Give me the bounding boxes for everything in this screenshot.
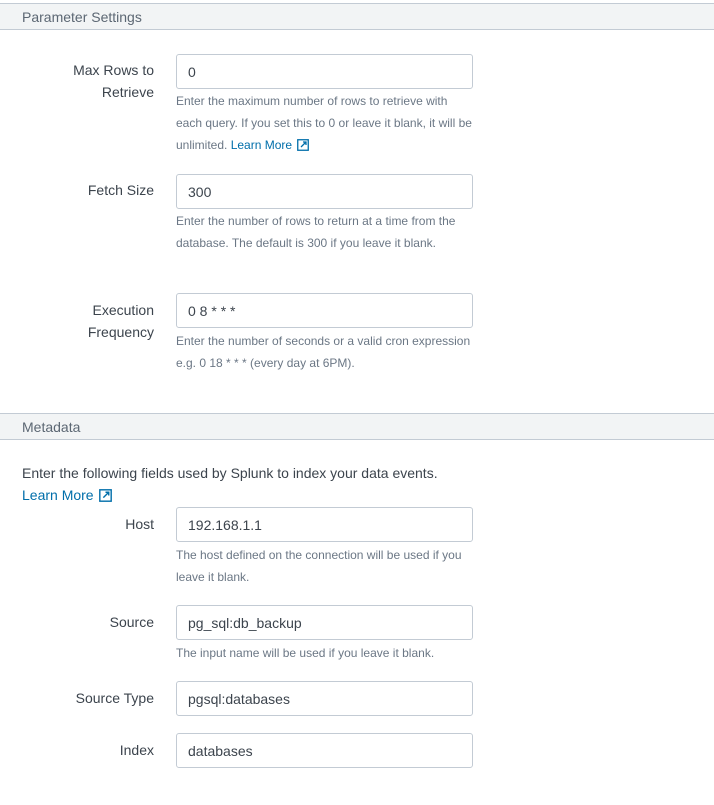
source-help: The input name will be used if you leave it blank. xyxy=(176,646,435,660)
source-input[interactable] xyxy=(176,605,473,640)
execution-frequency-help: Enter the number of seconds or a valid cron expression e.g. 0 18 * * * (every day at 6PM). xyxy=(176,334,471,370)
metadata-header xyxy=(0,413,714,440)
max-rows-help: Enter the maximum number of rows to retrieve with each query. If you set this to 0 or leave it blank, it will be unlimited. Learn More xyxy=(176,94,472,152)
external-link-icon xyxy=(99,489,112,502)
parameter-settings-header xyxy=(0,3,714,30)
max-rows-input[interactable] xyxy=(176,54,473,89)
index-label: Index xyxy=(119,742,154,758)
fetch-size-label: Fetch Size xyxy=(87,182,154,198)
execution-frequency-label: Execution Frequency xyxy=(87,302,154,340)
fetch-size-input[interactable] xyxy=(176,174,473,209)
host-help: The host defined on the connection will be used if you leave it blank. xyxy=(176,548,462,584)
external-link-icon xyxy=(297,139,309,151)
index-input[interactable] xyxy=(176,733,473,768)
execution-frequency-input[interactable] xyxy=(176,293,473,328)
source-type-input[interactable] xyxy=(176,681,473,716)
metadata-learn-more-link[interactable]: Learn More xyxy=(22,487,112,503)
max-rows-learn-more-link[interactable]: Learn More xyxy=(231,138,309,152)
source-label: Source xyxy=(109,614,154,630)
parameter-settings-title: Parameter Settings xyxy=(22,9,142,25)
metadata-intro: Enter the following fields used by Splunk to index your data events. Learn More xyxy=(22,465,438,503)
source-type-label: Source Type xyxy=(75,690,154,706)
metadata-title: Metadata xyxy=(22,419,81,435)
fetch-size-help: Enter the number of rows to return at a time from the database. The default is 300 if you leave it blank. xyxy=(176,214,456,250)
host-input[interactable] xyxy=(176,507,473,542)
host-label: Host xyxy=(125,516,154,532)
max-rows-label: Max Rows to Retrieve xyxy=(73,62,154,100)
